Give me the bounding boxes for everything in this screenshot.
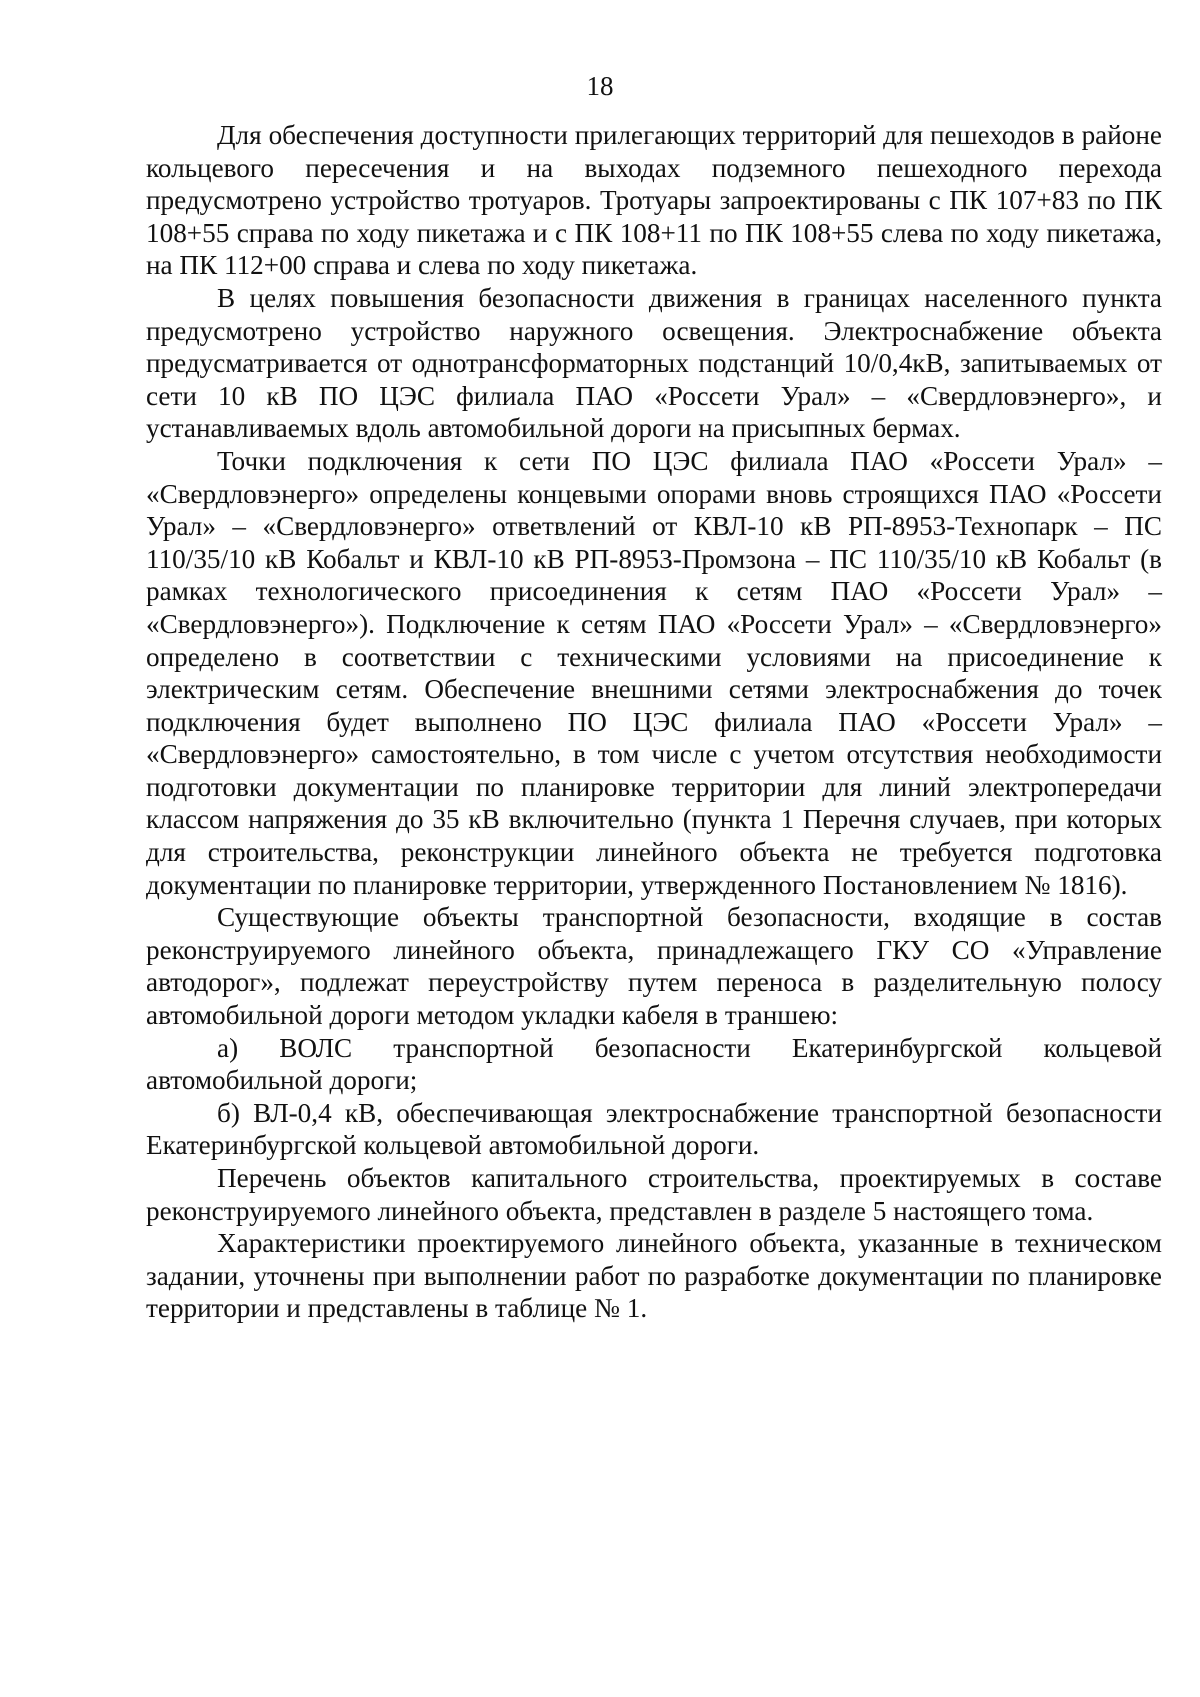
paragraph-characteristics: Характеристики проектируемого линейного объекта, указанные в техническом задании, уточнены при выполнении работ по разработке документации по планировке территории и представлены в таблице № 1.: [146, 1228, 1162, 1324]
page-number: 18: [586, 71, 614, 101]
list-item-a: а) ВОЛС транспортной безопасности Екатеринбургской кольцевой автомобильной дороги;: [146, 1032, 1162, 1096]
paragraph-outdoor-lighting: В целях повышения безопасности движения в границах населенного пункта предусмотрено устройство наружного освещения. Электроснабжение объекта предусматривается от однотрансформаторных подстанций 10/0,4кВ, запитываемых от сети 10 кВ ПО ЦЭС филиала ПАО «Россети Урал» – «Свердловэнерго», и устанавливаемых вдоль автомобильной дороги на присыпных бермах.: [146, 282, 1162, 444]
paragraph-capital-construction-list: Перечень объектов капитального строительства, проектируемых в составе реконструируемого линейного объекта, представлен в разделе 5 настоящего тома.: [146, 1163, 1162, 1226]
document-body: [146, 119, 1162, 1325]
paragraph-connection-points: Точки подключения к сети ПО ЦЭС филиала ПАО «Россети Урал» – «Свердловэнерго» определены концевыми опорами вновь строящихся ПАО «Россети Урал» – «Свердловэнерго» ответвлений от КВЛ-10 кВ РП-8953-Технопарк – ПС 110/35/10 кВ Кобальт и КВЛ-10 кВ РП-8953-Промзона – ПС 110/35/10 кВ Кобальт (в рамках технологического присоединения к сетям ПАО «Россети Урал» – «Свердловэнерго»). Подключение к сетям ПАО «Россети Урал» – «Свердловэнерго» определено в соответствии с техническими условиями на присоединение к электрическим сетям. Обеспечение внешними сетями электроснабжения до точек подключения будет выполнено ПО ЦЭС филиала ПАО «Россети Урал» – «Свердловэнерго» самостоятельно, в том числе с учетом отсутствия необходимости подготовки документации по планировке территории для линий электропередачи классом напряжения до 35 кВ включительно (пункта 1 Перечня случаев, при которых для строительства, реконструкции линейного объекта не требуется подготовка документации по планировке территории, утвержденного Постановлением № 1816).: [146, 445, 1162, 900]
paragraph-sidewalks: Для обеспечения доступности прилегающих территорий для пешеходов в районе кольцевого пересечения и на выходах подземного пешеходного перехода предусмотрено устройство тротуаров. Тротуары запроектированы с ПК 107+83 по ПК 108+55 справа по ходу пикетажа и с ПК 108+11 по ПК 108+55 слева по ходу пикетажа, на ПК 112+00 справа и слева по ходу пикетажа.: [146, 120, 1162, 281]
list-item-b: б) ВЛ-0,4 кВ, обеспечивающая электроснабжение транспортной безопасности Екатеринбургской кольцевой автомобильной дороги.: [146, 1097, 1162, 1161]
paragraph-transport-security-objects: Существующие объекты транспортной безопасности, входящие в состав реконструируемого линейного объекта, принадлежащего ГКУ СО «Управление автодорог», подлежат переустройству путем переноса в разделительную полосу автомобильной дороги методом укладки кабеля в траншею:: [146, 902, 1162, 1031]
